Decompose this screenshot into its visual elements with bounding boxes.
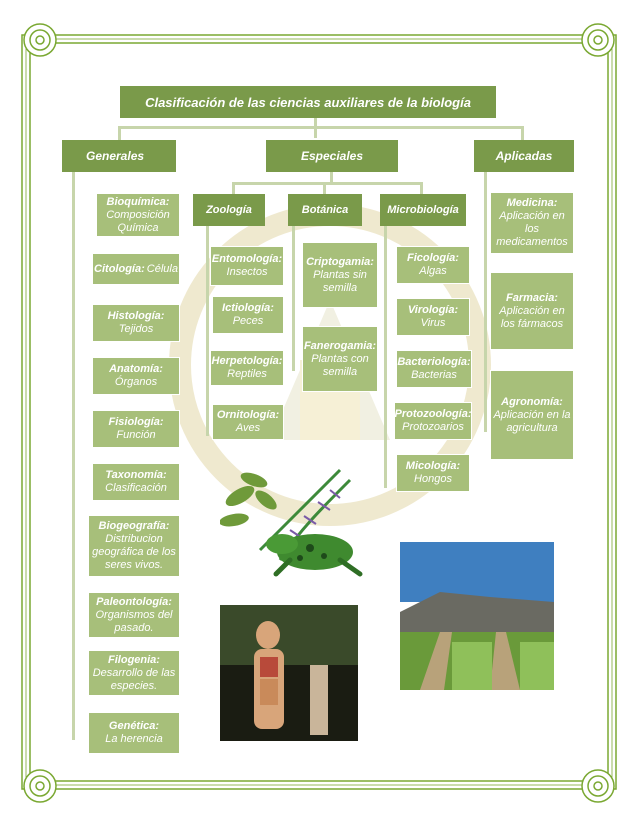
node-filogenia: Filogenia: Desarrollo de las especies. <box>88 650 180 696</box>
node-fisiologia: Fisiología: Función <box>92 410 180 448</box>
connector <box>323 182 326 194</box>
node-protozoologia: Protozoología: Protozoarios <box>394 402 472 440</box>
node-fanerogamia: Fanerogamia: Plantas con semilla <box>302 326 378 392</box>
diagram-title: Clasificación de las ciencias auxiliares de la biología <box>120 86 496 118</box>
branch-especiales: Especiales <box>266 140 398 172</box>
connector <box>420 182 423 194</box>
node-taxonomia: Taxonomía: Clasificación <box>92 463 180 501</box>
greenhouse-photo <box>400 542 554 690</box>
branch-aplicadas: Aplicadas <box>474 140 574 172</box>
node-farmacia: Farmacia: Aplicación en los fármacos <box>490 272 574 350</box>
anatomy-model-photo <box>220 605 358 741</box>
node-ictiologia: Ictiología: Peces <box>212 296 284 334</box>
node-biogeografia: Biogeografía: Distribucion geográfica de los seres vivos. <box>88 515 180 577</box>
node-anatomia: Anatomía: Órganos <box>92 357 180 395</box>
connector <box>484 172 487 432</box>
connector <box>206 226 209 436</box>
node-agronomia: Agronomía: Aplicación en la agricultura <box>490 370 574 460</box>
connector <box>118 126 121 140</box>
node-histologia: Histología: Tejidos <box>92 304 180 342</box>
node-micologia: Micología: Hongos <box>396 454 470 492</box>
node-herpetologia: Herpetología: Reptiles <box>210 350 284 386</box>
frog-dna-illustration <box>220 460 380 580</box>
connector <box>72 172 75 740</box>
node-criptogamia: Criptogamia: Plantas sin semilla <box>302 242 378 308</box>
subbranch-botanica: Botánica <box>288 194 362 226</box>
node-bioquimica: Bioquímica: Composición Química <box>96 193 180 237</box>
node-virologia: Virología: Virus <box>396 298 470 336</box>
connector <box>232 182 235 194</box>
node-ficologia: Ficología: Algas <box>396 246 470 284</box>
branch-generales: Generales <box>62 140 176 172</box>
connector <box>232 182 422 185</box>
node-paleontologia: Paleontología: Organismos del pasado. <box>88 592 180 638</box>
subbranch-zoologia: Zoología <box>193 194 265 226</box>
node-medicina: Medicina: Aplicación en los medicamentos <box>490 192 574 254</box>
node-entomologia: Entomología: Insectos <box>210 246 284 286</box>
connector <box>521 126 524 140</box>
node-citologia: Citología: Célula <box>92 253 180 285</box>
connector <box>118 126 524 129</box>
connector <box>292 226 295 371</box>
node-ornitologia: Ornitología: Aves <box>212 404 284 440</box>
connector <box>384 226 387 488</box>
node-genetica: Genética: La herencia <box>88 712 180 754</box>
node-bacteriologia: Bacteriología: Bacterias <box>396 350 472 388</box>
subbranch-microbiologia: Microbiología <box>380 194 466 226</box>
